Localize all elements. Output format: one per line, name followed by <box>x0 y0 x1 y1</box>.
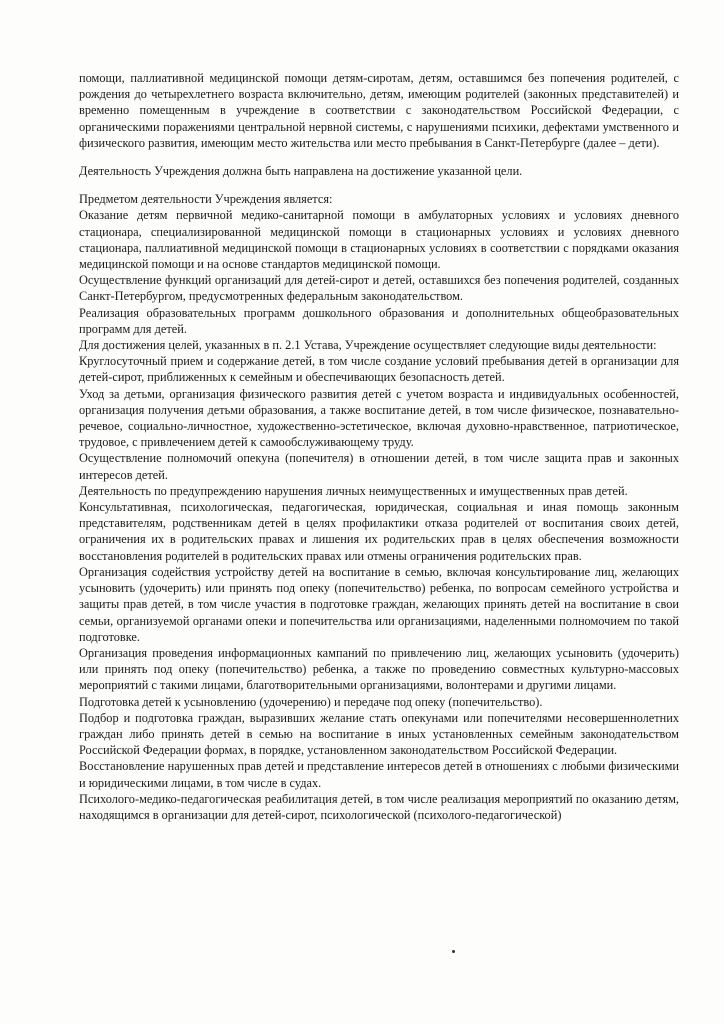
paragraph-rehabilitation: Психолого-медико-педагогическая реабилитация детей, в том числе реализация мероприятий по оказанию детям, находящимся в организации для детей-сирот, психологической (психолого-педагогической) <box>79 791 679 822</box>
paragraph-round-the-clock-care: Круглосуточный прием и содержание детей, в том числе создание условий пребывания детей в организации для детей-сирот, приближенных к семейным и обеспечивающих безопасность детей. <box>79 354 679 385</box>
paragraph-guardianship: Осуществление полномочий опекуна (попечителя) в отношении детей, в том числе защита прав и законных интересов детей. <box>79 451 679 482</box>
paragraph-patients-scope: помощи, паллиативной медицинской помощи детям-сиротам, детям, оставшимся без попечения родителей, с рождения до четырехлетнего возраста включительно, детям, имеющим родителей (законных представителей) и временно помещенным в учреждение в соответствии с законодательством Российской Федерации, с органическими поражениями центральной нервной системы, с нарушениями психики, дефектами умственного и физического развития, имеющим место жительства или место пребывания в Санкт-Петербурге (далее – дети). <box>79 71 679 150</box>
paragraph-orphan-functions: Осуществление функций организаций для детей-сирот и детей, оставшихся без попечения родителей, созданных Санкт-Петербургом, предусмотренных федеральным законодательством. <box>79 273 679 304</box>
paragraph-information-campaigns: Организация проведения информационных кампаний по привлечению лиц, желающих усыновить (удочерить) или принять под опеку (попечительство) ребенка, а также по проведению совместных культурно-массовых мероприятий с такими лицами, благотворительными организациями, волонтерами и другими лицами. <box>79 645 679 693</box>
paragraph-family-placement: Организация содействия устройству детей на воспитание в семью, включая консультирование лиц, желающих усыновить (удочерить) или принять под опеку (попечительство) ребенка, по вопросам семейного устройства и защиты прав детей, в том числе участия в подготовке граждан, желающих принять детей на воспитание в свои семьи, организуемой органами опеки и попечительства или организациями, наделенными полномочием по такой подготовке. <box>79 564 679 644</box>
paragraph-rights-prevention: Деятельность по предупреждению нарушения личных неимущественных и имущественных прав детей. <box>79 483 628 498</box>
paragraph-education-programs: Реализация образовательных программ дошкольного образования и дополнительных общеобразовательных программ для детей. <box>79 305 679 336</box>
paragraph-rights-restoration: Восстановление нарушенных прав детей и представление интересов детей в отношениях с любыми физическими и юридическими лицами, в том числе в судах. <box>79 759 679 790</box>
paragraph-consulting: Консультативная, психологическая, педагогическая, юридическая, социальная и иная помощь законным представителям, родственникам детей в целях профилактики отказа родителей от воспитания своих детей, ограничения их в родительских правах и лишения их родительских прав в целях обеспечения возможности восстановления родителей в родительских правах или отмены ограничения родительских прав. <box>79 500 679 563</box>
paragraph-adoption-preparation: Подготовка детей к усыновлению (удочерению) и передаче под опеку (попечительство). <box>79 694 543 709</box>
scan-speck <box>452 950 455 953</box>
paragraph-activities-intro: Для достижения целей, указанных в п. 2.1 Устава, Учреждение осуществляет следующие виды деятельности: <box>79 338 657 353</box>
spacer <box>79 151 679 163</box>
document-body <box>79 70 679 823</box>
spacer <box>79 179 679 191</box>
paragraph-citizen-selection: Подбор и подготовка граждан, выразивших желание стать опекунами или попечителями несовершеннолетних граждан либо принять детей в семью на воспитание в иных установленных семейным законодательством Российской Федерации формах, в порядке, установленном законодательством Российской Федерации. <box>79 710 679 758</box>
paragraph-subject-heading: Предметом деятельности Учреждения является: <box>79 192 333 207</box>
paragraph-childcare: Уход за детьми, организация физического развития детей с учетом возраста и индивидуальных особенностей, организация получения детьми образования, а также воспитание детей, в том числе физическое, познавательно-речевое, социально-личностное, художественно-эстетическое, включая духовно-нравственное, патриотическое, трудовое, с привлечением детей к самообслуживающему труду. <box>79 386 679 450</box>
paragraph-activity-goal: Деятельность Учреждения должна быть направлена на достижение указанной цели. <box>79 164 523 179</box>
paragraph-medical-care: Оказание детям первичной медико-санитарной помощи в амбулаторных условиях и условиях дневного стационара, специализированной медицинской помощи в стационарных условиях и условиях дневного стационара, паллиативной медицинской помощи в стационарных условиях в соответствии с порядками оказания медицинской помощи и на основе стандартов медицинской помощи. <box>79 208 679 272</box>
